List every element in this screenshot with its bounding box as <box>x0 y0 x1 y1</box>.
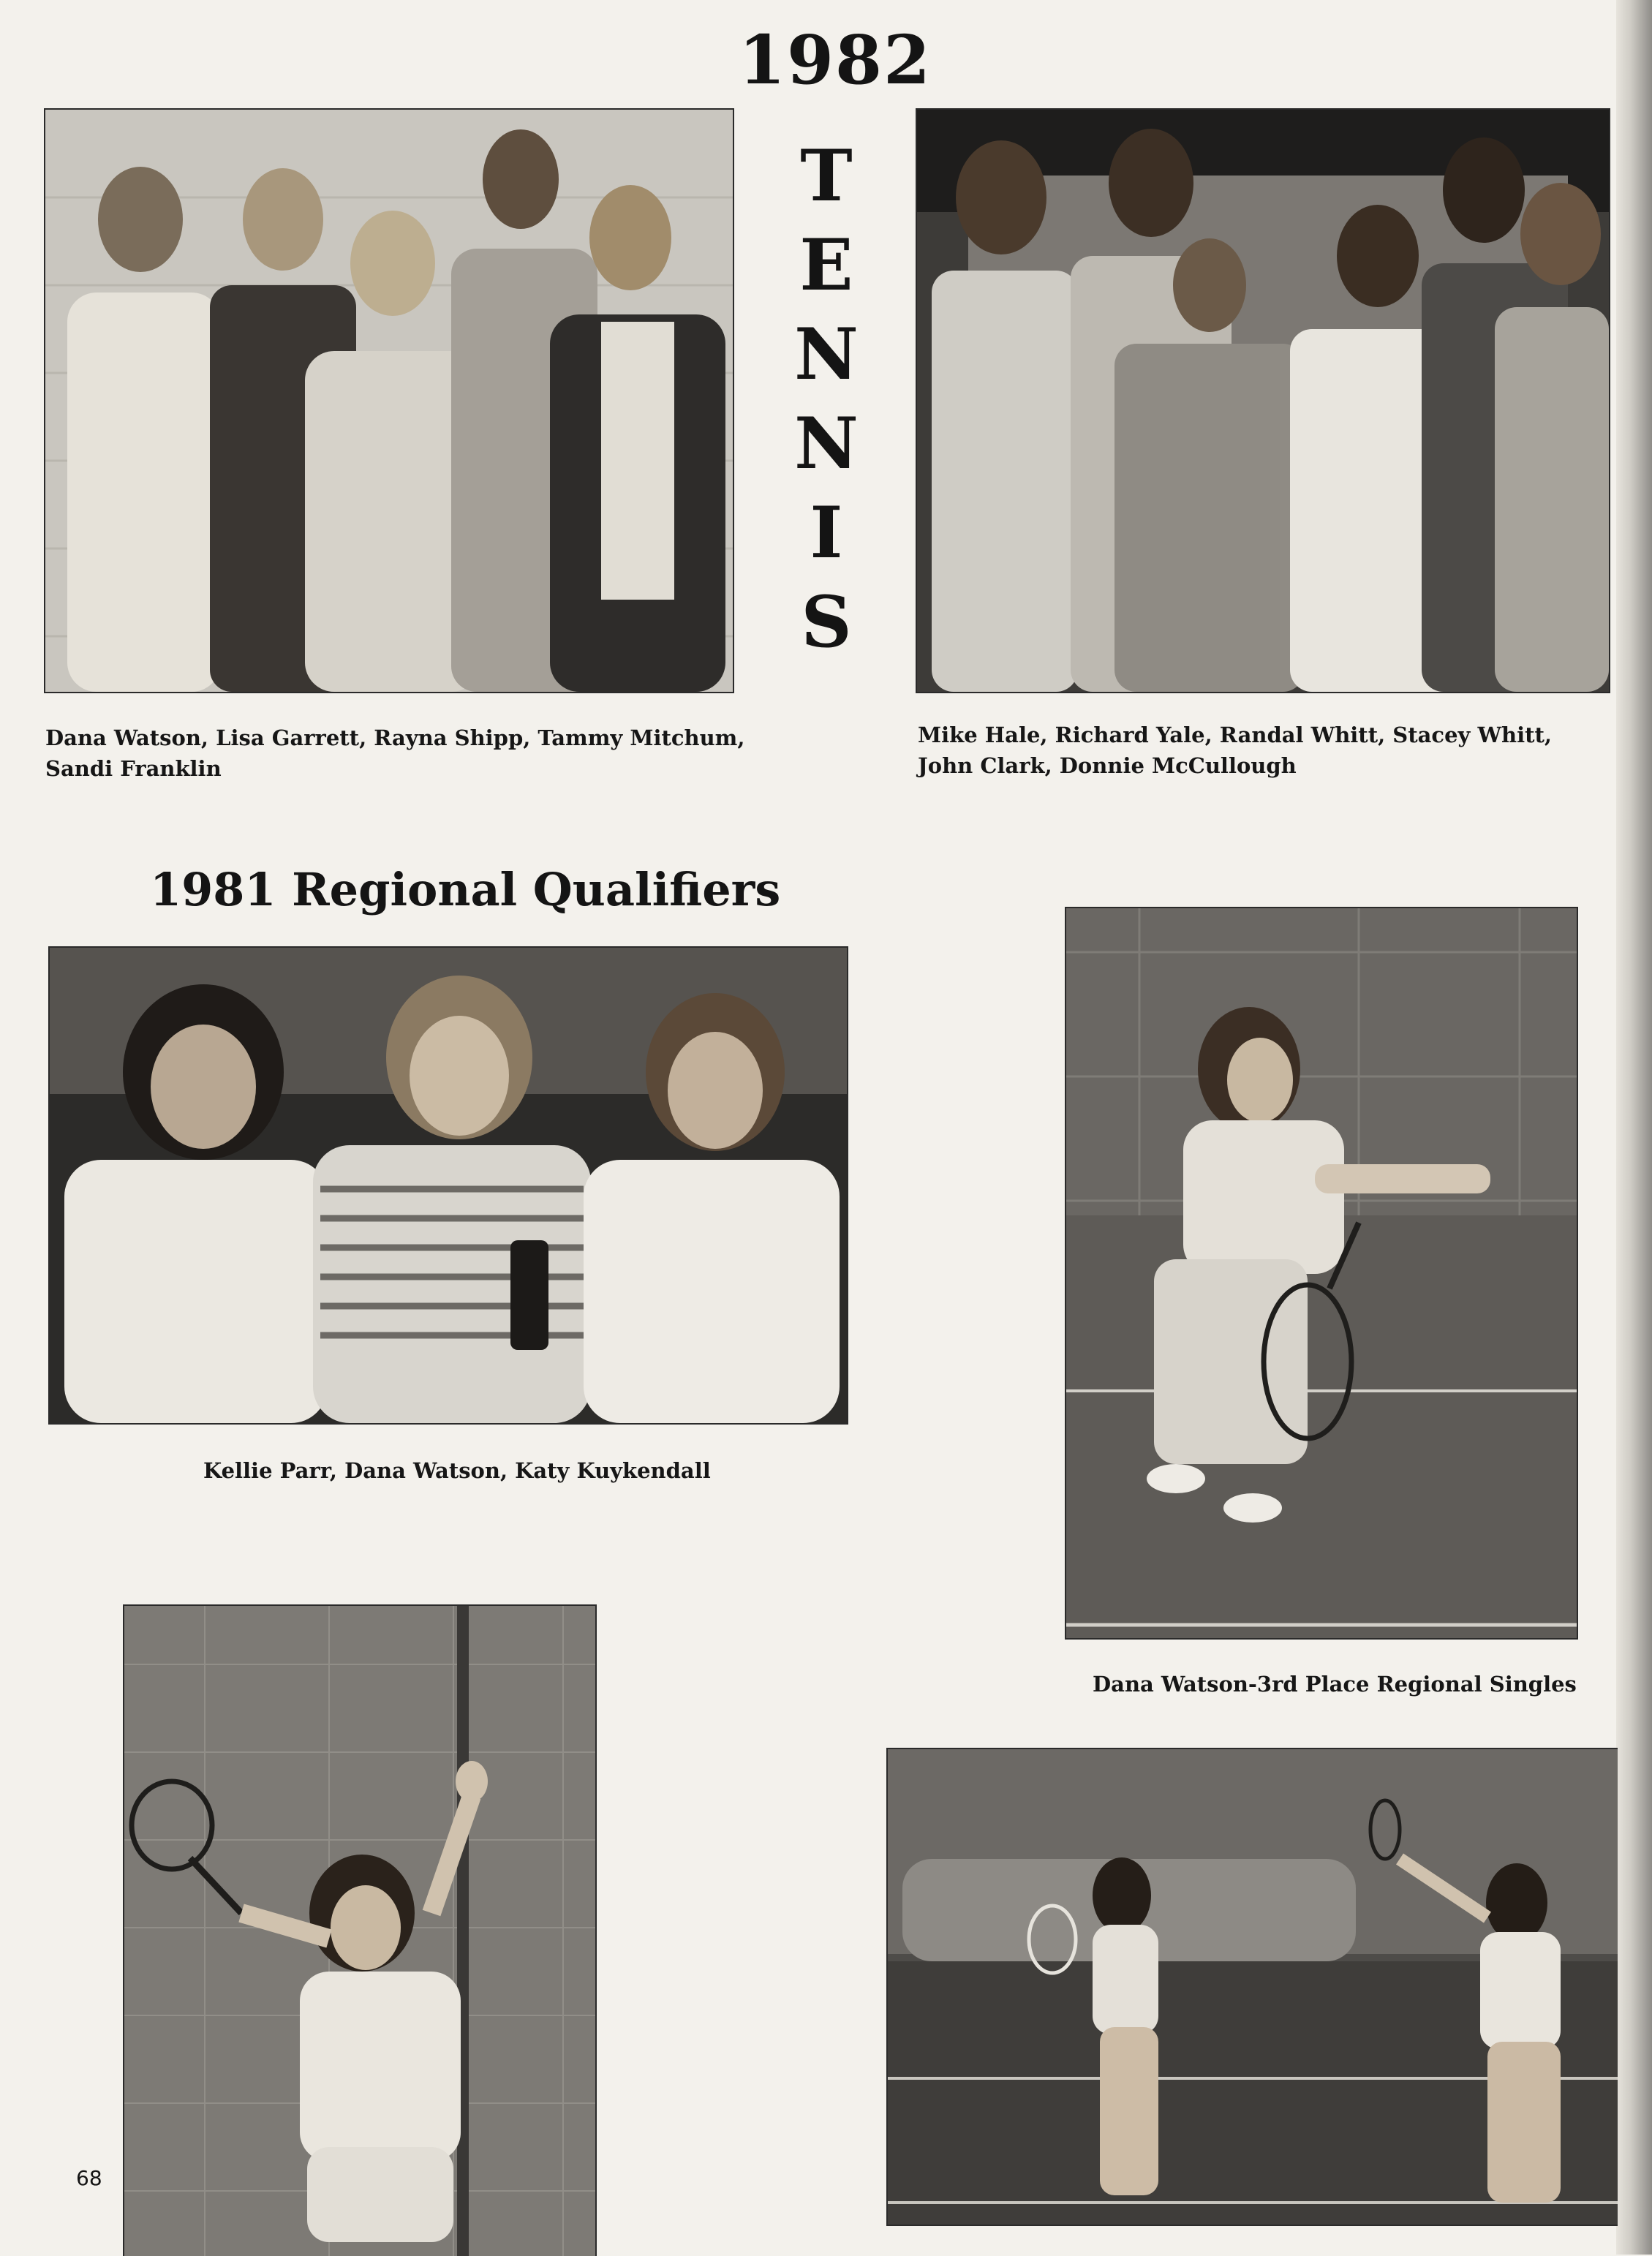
title-letter: E <box>799 224 853 306</box>
title-letter: N <box>794 313 859 396</box>
caption-regional-qualifiers: Kellie Parr, Dana Watson, Katy Kuykendall <box>203 1458 711 1483</box>
page-spine-shadow <box>1616 0 1652 2255</box>
caption-singles-action: Dana Watson-3rd Place Regional Singles <box>1093 1672 1577 1697</box>
title-letter: T <box>800 135 853 217</box>
caption-girls-team: Dana Watson, Lisa Garrett, Rayna Shipp, Tammy Mitchum, Sandi Franklin <box>45 725 745 781</box>
page-number: 68 <box>76 2166 102 2190</box>
photo-serve-action <box>123 1604 597 2256</box>
title-letter: N <box>794 402 859 485</box>
title-letter: S <box>801 581 852 663</box>
title-letter: I <box>810 491 843 574</box>
caption-boys-team: Mike Hale, Richard Yale, Randal Whitt, Stacey Whitt, John Clark, Donnie McCullough <box>918 723 1553 778</box>
photo-singles-action <box>1065 907 1578 1640</box>
photo-doubles-action <box>886 1748 1618 2226</box>
photo-girls-team <box>44 108 734 693</box>
photo-regional-qualifiers <box>48 946 848 1425</box>
photo-boys-team <box>916 108 1610 693</box>
vertical-title-tennis <box>790 132 863 667</box>
section-heading-regional-qualifiers: 1981 Regional Qualifiers <box>150 863 781 916</box>
page-year: 1982 <box>739 20 932 99</box>
